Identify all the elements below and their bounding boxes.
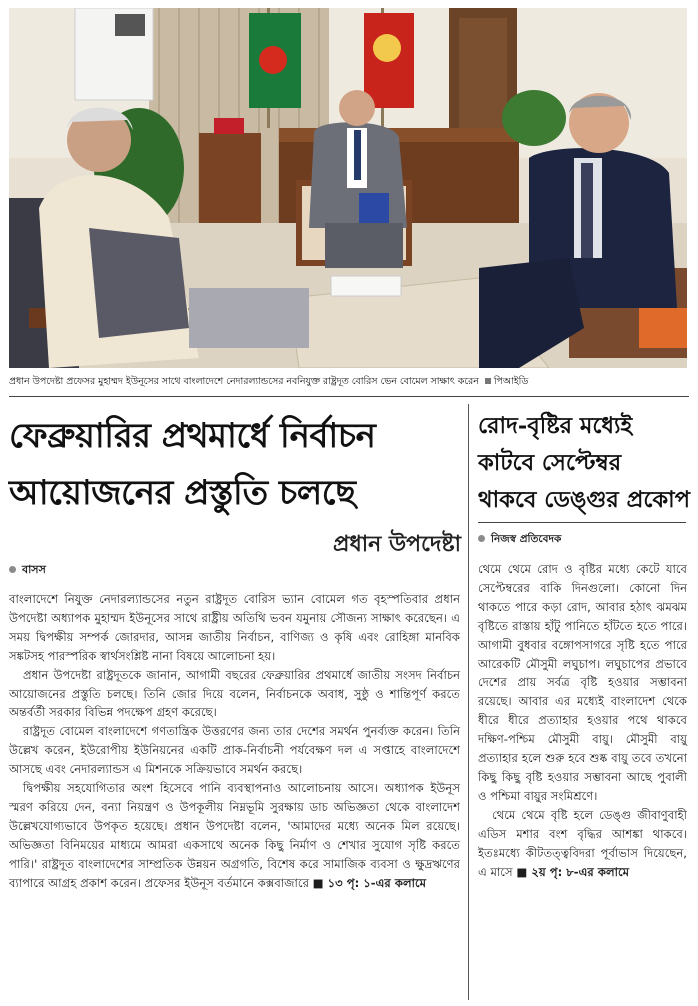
bullet-icon xyxy=(9,566,16,573)
main-story-body xyxy=(9,590,460,893)
main-byline-text: বাসস xyxy=(22,563,46,576)
square-bullet-icon xyxy=(485,378,491,384)
main-paragraph: প্রধান উপদেষ্টা রাষ্ট্রদূতকে জানান, আগামী বছরের ফেব্রুয়ারির প্রথমার্ধে জাতীয় সংসদ নির্বাচন আয়োজনের প্রস্তুতি চলছে। তিনি জোর দিয়ে বলেন, নির্বাচনকে অবাধ, সুষ্ঠু ও শান্তিপূর্ণ করতে অন্তর্বর্তী সরকার বিভিন্ন পদক্ষেপ গ্রহণ করেছে। xyxy=(9,667,460,720)
main-paragraph-text: দ্বিপক্ষীয় সহযোগিতার অংশ হিসেবে পানি ব্যবস্থাপনাও আলোচনায় আসে। অধ্যাপক ইউনূস স্মরণ করিয়ে দেন, বন্যা নিয়ন্ত্রণ ও উপকূলীয় নিম্নভূমি সুরক্ষায় ডাচ অভিজ্ঞতা থেকে বাংলাদেশ উল্লেখযোগ্যভাবে উপকৃত হয়েছে। প্রধান উপদেষ্টা বলেন, 'আমাদের মধ্যে অনেক মিল রয়েছে। অভিজ্ঞতা বিনিময়ের মাধ্যমে আমরা একসাথে অনেক কিছু নির্মাণ ও শেখার সুযোগ সৃষ্টি করতে পারি।' রাষ্ট্রদূত বাংলাদেশের সাম্প্রতিক উন্নয়ন অগ্রগতি, বিশেষ করে সামাজিক ব্যবসা ও ক্ষুদ্রঋণের ব্যাপারে আগ্রহ প্রকাশ করেন। প্রফেসর ইউনূস বর্তমানে কক্সবাজারে xyxy=(9,781,460,890)
main-paragraph-last xyxy=(9,779,460,892)
main-headline-line-1: ফেব্রুয়ারির প্রথমার্ধে নির্বাচন xyxy=(9,416,376,456)
side-story-body xyxy=(478,560,687,881)
main-jump-text: ১৩ পৃ: ১-এর কলামে xyxy=(327,875,427,890)
side-byline xyxy=(478,532,561,549)
caption-text: প্রধান উপদেষ্টা প্রফেসর মুহাম্মদ ইউনূসের সাথে বাংলাদেশে নেদারল্যান্ডসের নবনিযুক্ত রাষ্ট্রদূত বোরিস ভেন বোমেল সাক্ষাৎ করেন xyxy=(9,376,479,387)
main-headline xyxy=(9,408,461,522)
main-paragraph: রাষ্ট্রদূত বোমেল বাংলাদেশে গণতান্ত্রিক উত্তরণের জন্য তার দেশের সমর্থন পুনর্ব্যক্ত করেন। তিনি উল্লেখ করেন, ইউরোপীয় ইউনিয়নের একটি প্রাক-নির্বাচনী পর্যবেক্ষণ দল এ সপ্তাহে বাংলাদেশে আসছে এবং নেদারল্যান্ডস এ মিশনকে সক্রিয়ভাবে সমর্থন করছে। xyxy=(9,724,460,777)
side-headline-line-1: রোদ-বৃষ্টির মধ্যেই xyxy=(478,413,633,439)
side-jump-text: ২য় পৃ: ৮-এর কলামে xyxy=(531,864,630,879)
main-paragraph: বাংলাদেশে নিযুক্ত নেদারল্যান্ডসের নতুন রাষ্ট্রদূত বোরিস ভ্যান বোমেল গত বৃহস্পতিবার প্রধান উপদেষ্টা অধ্যাপক মুহাম্মদ ইউনূসের সাথে রাষ্ট্রীয় অতিথি ভবন যমুনায় সৌজন্য সাক্ষাৎ করেছেন। এ সময় দ্বিপক্ষীয় সম্পর্ক জোরদার, আসন্ন জাতীয় নির্বাচন, বাণিজ্য ও কৃষি এবং রোহিঙ্গা মানবিক সঙ্কটসহ পারস্পরিক স্বার্থসংশ্লিষ্ট নানা বিষয়ে আলোচনা হয়। xyxy=(9,592,460,663)
side-byline-text: নিজস্ব প্রতিবেদক xyxy=(491,533,562,545)
main-headline-line-2: আয়োজনের প্রস্তুতি চলছে xyxy=(9,473,356,513)
side-paragraph: থেমে থেমে রোদ ও বৃষ্টির মধ্যে কেটে যাবে সেপ্টেম্বরের বাকি দিনগুলো। কোনো দিন থাকতে পারে কড়া রোদ, আবার হঠাৎ ঝমঝম বৃষ্টিতে রাস্তায় হাঁটু পানিতে হাঁটতে হতে পারে। আগামী বুধবার বঙ্গোপসাগরে সৃষ্টি হতে পারে আরেকটি মৌসুমী লঘুচাপ। লঘুচাপের প্রভাবে দেশের প্রায় সর্বত্র বৃষ্টি হওয়ার সম্ভাবনা রয়েছে। আবার এর মধ্যেই বাংলাদেশ থেকে ধীরে ধীরে প্রত্যাহার হওয়ার পথে থাকবে দক্ষিণ-পশ্চিম মৌসুমী বায়ু। মৌসুমী বায়ু প্রত্যাহার হলে শুরু হবে শুষ্ক বায়ু তবে তখনো কিছু কিছু বৃষ্টি হওয়ার সম্ভাবনা আছে পুবালী ও পশ্চিমা বায়ুর সংমিশ্রণে। xyxy=(478,562,687,803)
photo-caption xyxy=(9,372,689,392)
caption-divider xyxy=(9,396,689,397)
side-headline xyxy=(478,408,690,519)
column-divider xyxy=(468,404,469,1000)
bullet-icon xyxy=(478,535,485,542)
main-byline xyxy=(9,561,46,580)
side-paragraph-text: থেমে থেমে বৃষ্টি হলে ডেঙ্গু জীবাণুবাহী এডিস মশার বংশ বৃদ্ধির আশঙ্কা থাকবে। ইতঃমধ্যে কীটতত্ত্ববিদরা পূর্বাভাস দিয়েছেন, এ মাসে xyxy=(478,807,687,879)
main-subhead: প্রধান উপদেষ্টা xyxy=(333,531,461,557)
meeting-photo-illustration xyxy=(9,8,687,368)
side-headline-divider xyxy=(478,522,686,523)
side-paragraph-last xyxy=(478,806,687,882)
news-photo xyxy=(9,8,687,368)
side-headline-line-2: কাটবে সেপ্টেম্বর xyxy=(478,450,622,476)
side-headline-line-3: থাকবে ডেঙ্গুর প্রকোপ xyxy=(478,487,690,513)
side-jump-marker[interactable]: ■ ২য় পৃ: ৮-এর কলামে xyxy=(516,864,630,879)
main-jump-marker[interactable]: ■ ১৩ পৃ: ১-এর কলামে xyxy=(312,875,427,890)
photo-credit: পিআইডি xyxy=(493,376,529,387)
